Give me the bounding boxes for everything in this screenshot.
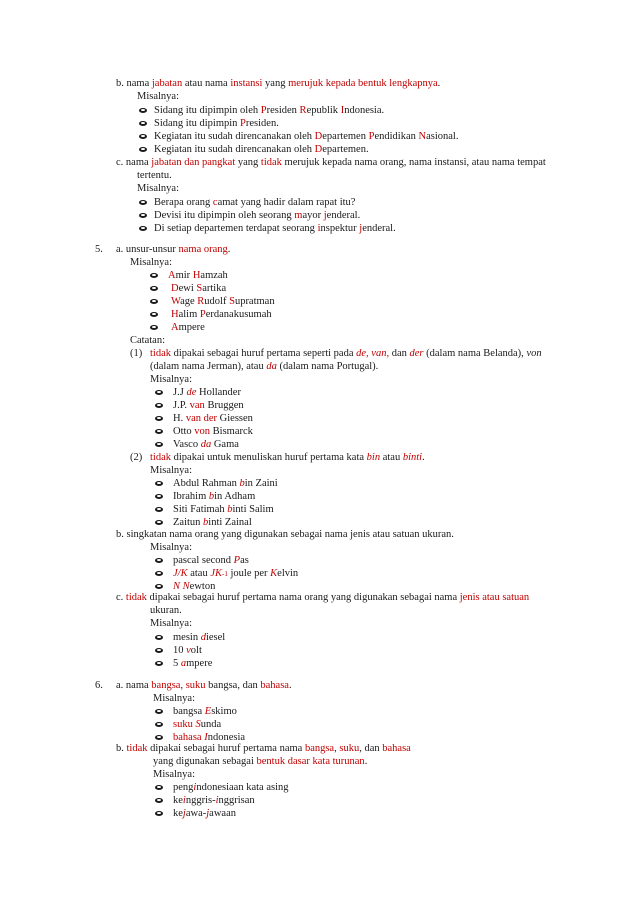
name-example xyxy=(171,321,205,334)
text: alim xyxy=(178,309,200,320)
bullet-icon xyxy=(155,507,163,512)
highlight: bahasa xyxy=(382,743,411,754)
highlight: H xyxy=(192,270,201,281)
highlight: S xyxy=(196,283,203,294)
highlight: A xyxy=(168,270,176,281)
highlight: merujuk kepada bentuk lengkapnya xyxy=(288,78,438,89)
highlight: b xyxy=(208,491,215,502)
text: enderal. xyxy=(362,223,396,234)
name-example xyxy=(171,282,226,295)
unit-example xyxy=(173,554,249,567)
unit-example xyxy=(173,644,202,657)
text: awaan xyxy=(209,808,236,819)
bullet-icon xyxy=(155,558,163,563)
bullet-icon xyxy=(139,134,147,139)
text: . xyxy=(288,680,292,691)
text: nspektur xyxy=(320,223,360,234)
text: dipakai untuk menuliskan huruf pertama kata xyxy=(171,452,367,463)
text: , xyxy=(180,680,186,691)
bullet-icon xyxy=(155,798,163,803)
text: pascal second xyxy=(173,555,234,566)
text: Kegiatan itu sudah direncanakan oleh xyxy=(154,131,315,142)
bullet-icon xyxy=(155,403,163,408)
section-6b-heading xyxy=(116,742,411,755)
text: Hollander xyxy=(196,387,241,398)
text: mir xyxy=(175,270,193,281)
note-1-continuation xyxy=(150,360,378,373)
highlight: m xyxy=(294,210,303,221)
name-example xyxy=(173,412,253,425)
highlight: I xyxy=(340,105,345,116)
text: as xyxy=(240,555,249,566)
highlight: S xyxy=(192,719,201,730)
text: iesel xyxy=(205,632,226,643)
text: (dalam nama Belanda), xyxy=(423,348,527,359)
misalnya-label: Misalnya: xyxy=(150,618,192,629)
text: asional. xyxy=(426,131,459,142)
highlight: jenis atau satuan xyxy=(459,592,530,603)
bullet-icon xyxy=(155,722,163,727)
bullet-icon xyxy=(139,147,147,152)
highlight: instansi xyxy=(230,78,263,89)
text: mesin xyxy=(173,632,201,643)
bullet-icon xyxy=(139,226,147,231)
bullet-icon xyxy=(139,200,147,205)
text: ewton xyxy=(189,581,216,592)
highlight: R xyxy=(299,105,307,116)
text: Di setiap departemen terdapat seorang xyxy=(154,223,318,234)
highlight: d xyxy=(200,632,206,643)
highlight: der xyxy=(409,348,424,359)
text: merujuk kepada nama orang, nama instansi, atau nama tempat xyxy=(281,157,546,168)
highlight: J/K xyxy=(173,568,188,579)
text: bangsa xyxy=(173,706,205,717)
highlight: suku xyxy=(173,719,193,730)
text: . xyxy=(437,78,441,89)
text: Abdul Rahman xyxy=(173,478,240,489)
text: dipakai sebagai huruf pertama seperti pada xyxy=(171,348,357,359)
bullet-icon xyxy=(155,481,163,486)
highlight: j xyxy=(359,223,363,234)
text: b. nama xyxy=(116,78,152,89)
name-example xyxy=(173,386,241,399)
text: dipakai sebagai huruf pertama nama xyxy=(147,743,305,754)
text: Giessen xyxy=(217,413,253,424)
text: b. xyxy=(116,743,127,754)
bullet-icon xyxy=(155,571,163,576)
bullet-icon xyxy=(150,312,158,317)
name-example xyxy=(173,438,239,451)
highlight: de, van, xyxy=(356,348,390,359)
highlight: tidak xyxy=(125,592,147,603)
text: nggrisan xyxy=(218,795,255,806)
example-item xyxy=(173,718,221,731)
bullet-icon xyxy=(139,213,147,218)
text: Siti Fatimah xyxy=(173,504,228,515)
example-item xyxy=(154,222,396,235)
highlight: bentuk dasar kata turunan xyxy=(256,756,365,767)
text: ewi xyxy=(178,283,197,294)
highlight: i xyxy=(215,795,219,806)
section-number: 5. xyxy=(95,244,103,255)
example-item xyxy=(154,143,369,156)
text: c. xyxy=(116,592,126,603)
text: Vasco xyxy=(173,439,201,450)
highlight: -1 xyxy=(222,570,228,578)
continuation-text: ukuran. xyxy=(150,605,182,616)
text: epublik xyxy=(306,105,341,116)
bullet-icon xyxy=(155,785,163,790)
note-number: (2) xyxy=(130,452,143,463)
highlight: b xyxy=(203,517,209,528)
text: yang xyxy=(235,157,261,168)
text: age xyxy=(180,296,198,307)
text: von xyxy=(526,348,542,359)
text: enderal. xyxy=(326,210,361,221)
text: yang digunakan sebagai xyxy=(153,756,257,767)
text: (dalam nama Portugal). xyxy=(276,361,379,372)
continuation-text: tertentu. xyxy=(137,170,172,181)
highlight: K xyxy=(270,568,278,579)
highlight: tidak xyxy=(150,348,171,359)
highlight: binti xyxy=(402,452,423,463)
text: Berapa orang xyxy=(154,197,213,208)
highlight: j xyxy=(323,210,327,221)
section-5c-heading xyxy=(116,591,529,604)
highlight: P xyxy=(233,555,241,566)
bullet-icon xyxy=(155,390,163,395)
bullet-icon xyxy=(139,108,147,113)
text: residen. xyxy=(245,118,279,129)
text: dan xyxy=(389,348,410,359)
text: . xyxy=(227,244,231,255)
highlight: R xyxy=(197,296,205,307)
example-item xyxy=(154,117,279,130)
bullet-icon xyxy=(155,735,163,740)
text: ndonesia xyxy=(207,732,246,743)
example-item xyxy=(173,705,237,718)
highlight: E xyxy=(204,706,212,717)
text: atau xyxy=(380,452,403,463)
highlight: b xyxy=(239,478,245,489)
text: J.P. xyxy=(173,400,190,411)
text: skimo xyxy=(211,706,237,717)
text: joule per xyxy=(227,568,271,579)
highlight: P xyxy=(199,309,206,320)
catatan-label: Catatan: xyxy=(130,335,165,346)
text: atau xyxy=(187,568,211,579)
bullet-icon xyxy=(150,325,158,330)
misalnya-label: Misalnya: xyxy=(130,257,172,268)
example-item xyxy=(173,781,288,794)
text: epartemen xyxy=(322,131,369,142)
continuation-text xyxy=(153,755,367,768)
text: Zaitun xyxy=(173,517,204,528)
text: , dan xyxy=(359,743,383,754)
highlight: suku xyxy=(185,680,206,691)
unit-example xyxy=(173,631,225,644)
highlight: j xyxy=(206,808,210,819)
bullet-icon xyxy=(155,661,163,666)
bullet-icon xyxy=(155,494,163,499)
highlight: j xyxy=(182,808,186,819)
example-item xyxy=(173,807,236,820)
text: Ibrahim xyxy=(173,491,209,502)
highlight: bahasa xyxy=(260,680,289,691)
text: Otto xyxy=(173,426,195,437)
bullet-icon xyxy=(155,429,163,434)
text: a. unsur-unsur xyxy=(116,244,179,255)
example-item xyxy=(154,104,384,117)
bullet-icon xyxy=(155,584,163,589)
highlight: v xyxy=(186,645,191,656)
name-example xyxy=(168,269,228,282)
text: upratman xyxy=(234,296,275,307)
text: awa- xyxy=(185,808,207,819)
highlight: da xyxy=(266,361,277,372)
text: (dalam nama Jerman), atau xyxy=(150,361,267,372)
unit-example xyxy=(173,567,298,581)
highlight: I xyxy=(204,732,208,743)
highlight: P xyxy=(260,105,267,116)
highlight: van xyxy=(189,400,205,411)
text: peng xyxy=(173,782,194,793)
bullet-icon xyxy=(155,442,163,447)
bullet-icon xyxy=(155,648,163,653)
text: atau nama xyxy=(182,78,231,89)
highlight: bangsa xyxy=(304,743,335,754)
highlight: jabatan dan pangkat xyxy=(151,157,236,168)
highlight: D xyxy=(314,144,323,155)
text: Devisi itu dipimpin oleh seorang xyxy=(154,210,295,221)
note-number: (1) xyxy=(130,348,143,359)
text: inti Zainal xyxy=(208,517,252,528)
text: ke xyxy=(173,795,183,806)
text: mpere xyxy=(186,658,213,669)
text: Sidang itu dipimpin oleh xyxy=(154,105,261,116)
name-example xyxy=(171,308,272,321)
highlight: bangsa xyxy=(151,680,181,691)
text: a. nama xyxy=(116,680,152,691)
name-example xyxy=(173,503,274,516)
text: nggris- xyxy=(185,795,216,806)
note-1-text xyxy=(150,347,542,360)
text: Bruggen xyxy=(204,400,244,411)
highlight: A xyxy=(171,322,179,333)
text: udolf xyxy=(204,296,230,307)
section-4b-heading xyxy=(116,77,440,90)
highlight: c xyxy=(212,197,218,208)
section-6a-heading xyxy=(116,679,292,692)
highlight: i xyxy=(182,795,186,806)
highlight: P xyxy=(240,118,246,129)
text: Kegiatan itu sudah direncanakan oleh xyxy=(154,144,315,155)
bullet-icon xyxy=(155,416,163,421)
text: mpere xyxy=(178,322,205,333)
example-item xyxy=(173,794,255,807)
text: inti Salim xyxy=(232,504,274,515)
note-2-text xyxy=(150,451,425,464)
text: H. xyxy=(173,413,186,424)
example-item xyxy=(154,130,458,143)
bullet-icon xyxy=(155,520,163,525)
name-example xyxy=(173,490,255,503)
bullet-icon xyxy=(139,121,147,126)
highlight: S xyxy=(229,296,235,307)
highlight: tidak xyxy=(126,743,148,754)
text: artika xyxy=(202,283,227,294)
text: bangsa, dan xyxy=(205,680,261,691)
highlight: i xyxy=(193,782,197,793)
name-example xyxy=(173,425,253,438)
misalnya-label: Misalnya: xyxy=(153,769,195,780)
highlight: a xyxy=(180,658,187,669)
highlight: i xyxy=(317,223,321,234)
highlight: P xyxy=(368,131,375,142)
text: elvin xyxy=(277,568,299,579)
highlight: suku xyxy=(339,743,360,754)
text: dipakai sebagai huruf pertama nama orang yang digunakan sebagai nama xyxy=(146,592,460,603)
misalnya-label: Misalnya: xyxy=(150,465,192,476)
text: in Zaini xyxy=(244,478,278,489)
highlight: bin xyxy=(366,452,381,463)
text: ayor xyxy=(302,210,324,221)
text: ndonesia. xyxy=(344,105,385,116)
bullet-icon xyxy=(150,299,158,304)
bullet-icon xyxy=(155,811,163,816)
highlight: van der xyxy=(185,413,218,424)
misalnya-label: Misalnya: xyxy=(137,91,179,102)
text: 5 xyxy=(173,658,181,669)
text: residen xyxy=(266,105,300,116)
name-example xyxy=(173,399,244,412)
misalnya-label: Misalnya: xyxy=(153,693,195,704)
highlight: N xyxy=(173,581,181,592)
text: . xyxy=(422,452,425,463)
highlight: tidak xyxy=(150,452,171,463)
bullet-icon xyxy=(155,635,163,640)
text: yang xyxy=(262,78,289,89)
highlight: tidak xyxy=(260,157,282,168)
name-example xyxy=(171,295,275,308)
highlight: D xyxy=(314,131,323,142)
misalnya-label: Misalnya: xyxy=(150,374,192,385)
text: c. nama xyxy=(116,157,152,168)
text: Sidang itu dipimpin xyxy=(154,118,241,129)
highlight: b xyxy=(227,504,233,515)
text: , xyxy=(334,743,340,754)
text: unda xyxy=(200,719,222,730)
misalnya-label: Misalnya: xyxy=(137,183,179,194)
text: 10 xyxy=(173,645,187,656)
example-item xyxy=(154,196,355,209)
highlight: N xyxy=(418,131,427,142)
section-number: 6. xyxy=(95,680,103,691)
highlight: nama orang xyxy=(178,244,228,255)
highlight: von xyxy=(194,426,211,437)
section-4c-heading xyxy=(116,156,546,169)
example-item xyxy=(154,209,360,222)
bullet-icon xyxy=(155,709,163,714)
highlight: da xyxy=(200,439,212,450)
highlight: N xyxy=(180,581,190,592)
highlight: JK xyxy=(210,568,223,579)
text: J.J xyxy=(173,387,187,398)
text: olt xyxy=(190,645,202,656)
highlight: bahasa xyxy=(173,732,205,743)
text: endidikan xyxy=(374,131,419,142)
text: Gama xyxy=(211,439,239,450)
bullet-icon xyxy=(150,286,158,291)
highlight: H xyxy=(171,309,179,320)
text: in Adham xyxy=(214,491,256,502)
highlight: de xyxy=(186,387,197,398)
highlight: jabatan xyxy=(151,78,183,89)
name-example xyxy=(173,477,278,490)
section-5a-heading xyxy=(116,243,230,256)
section-5b-heading: b. singkatan nama orang yang digunakan sebagai nama jenis atau satuan ukuran. xyxy=(116,529,454,540)
misalnya-label: Misalnya: xyxy=(150,542,192,553)
text: . xyxy=(364,756,368,767)
text: Bismarck xyxy=(210,426,253,437)
text: amat yang hadir dalam rapat itu? xyxy=(217,197,356,208)
highlight: W xyxy=(171,296,181,307)
bullet-icon xyxy=(150,273,158,278)
text: amzah xyxy=(200,270,228,281)
text: ke xyxy=(173,808,183,819)
text: ndonesiaan kata asing xyxy=(196,782,289,793)
unit-example xyxy=(173,657,212,670)
text: epartemen. xyxy=(322,144,369,155)
text: erdanakusumah xyxy=(205,309,272,320)
highlight: D xyxy=(171,283,179,294)
